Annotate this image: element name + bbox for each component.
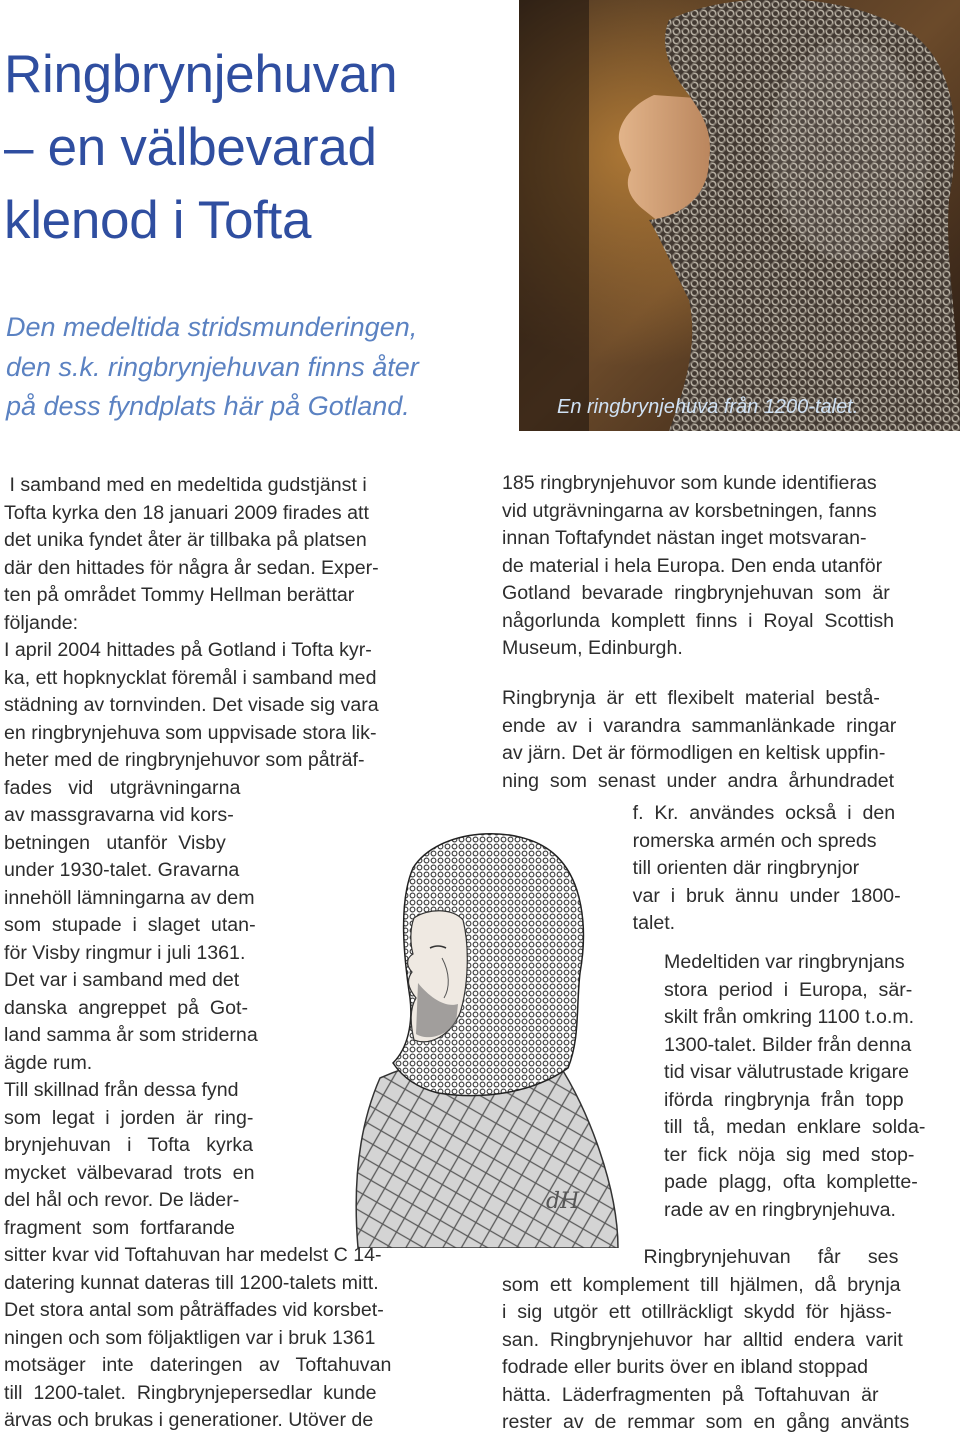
body-left-column: I samband med en medeltida gudstjänst i Tofta kyrka den 18 januari 2009 firades att det unika fyndet åter är tillbaka på platsen där den hittades för några år sedan. Exper- ten på området Tommy Hellman berättar följande: I april 2004 hittades på Gotland i Tofta kyr- ka, ett hopknycklat föremål i samband med städning av tornvinden. Det visade sig vara en ringbrynjehuva som uppvisade stora lik- heter med de ringbrynjehuvor som påträf- fades vid utgrävningarna av massgravarna vid kors- betningen utanför Visby under 1930-talet. Gravarna innehöll lämningarna av dem som stupade i slaget utan- för Visby ringmur i juli 1361. Det var i samband med det danska angreppet på Got- land samma år som striderna ägde rum. Till skillnad från dessa fynd som legat i jorden är ring- brynjehuvan i Tofta kyrka mycket välbevarad trots en del hål och revor. De läder- fragment som fortfarande sitter kvar vid Toftahuvan har medelst C 14- datering kunnat dateras till 1200-talets mitt. Det stora antal som påträffades vid korsbet- ningen och som följaktligen var i bruk 1361 motsäger inte dateringen av Toftahuvan till 1200-talet. Ringbrynjepersedlar kunde ärvas och brukas i generationer. Utöver de	[4, 474, 392, 1431]
body-right-paragraph-4: Medeltiden var ringbrynjans stora period i Europa, sär- skilt från omkring 1100 t.o.m. 1300-talet. Bilder från denna tid visar välutrustade krigare iförda ringbrynja från topp till tå, medan enklare solda- ter fick nöja sig med stop- pade plagg, ofta komplette- rade av en ringbrynjehuva.	[664, 951, 926, 1221]
chainmail-hood-photo	[519, 0, 960, 431]
sketch-signature: dH	[546, 1189, 580, 1214]
article-title: Ringbrynjehuvan – en välbevarad klenod i Tofta	[4, 45, 398, 250]
body-right-paragraph-2: Ringbrynja är ett flexibelt material bestå- ende av i varandra sammanlänkade ringar av järn. Det är förmodligen en keltisk uppfin- ning som senast under andra århundradet	[502, 687, 897, 792]
body-right-paragraph-1: 185 ringbrynjehuvor som kunde identifieras vid utgrävningarna av korsbetningen, fanns innan Toftafyndet nästan inget motsvaran- de material i hela Europa. Den enda utanför Gotland bevarade ringbrynjehuvan som är någorlunda komplett finns i Royal Scottish Museum, Edinburgh.	[502, 472, 895, 659]
body-right-paragraph-3: f. Kr. användes också i den romerska armén och spreds till orienten där ringbrynjor var i bruk ännu under 1800- talet.	[632, 802, 901, 934]
article-lead: Den medeltida stridsmunderingen, den s.k. ringbrynjehuvan finns åter på dess fyndplats här på Gotland.	[6, 312, 419, 421]
photo-caption: En ringbrynjehuva från 1200-talet.	[557, 396, 859, 418]
body-right-paragraph-5: Ringbrynjehuvan får ses som ett komplement till hjälmen, då brynja i sig utgör ett otillräckligt skydd för hjäss- san. Ringbrynjehuvor har alltid endera varit fodrade eller burits över en ibland stoppad hätta. Läderfragmenten på Toftahuvan är rester av de remmar som en gång använts	[502, 1246, 910, 1433]
